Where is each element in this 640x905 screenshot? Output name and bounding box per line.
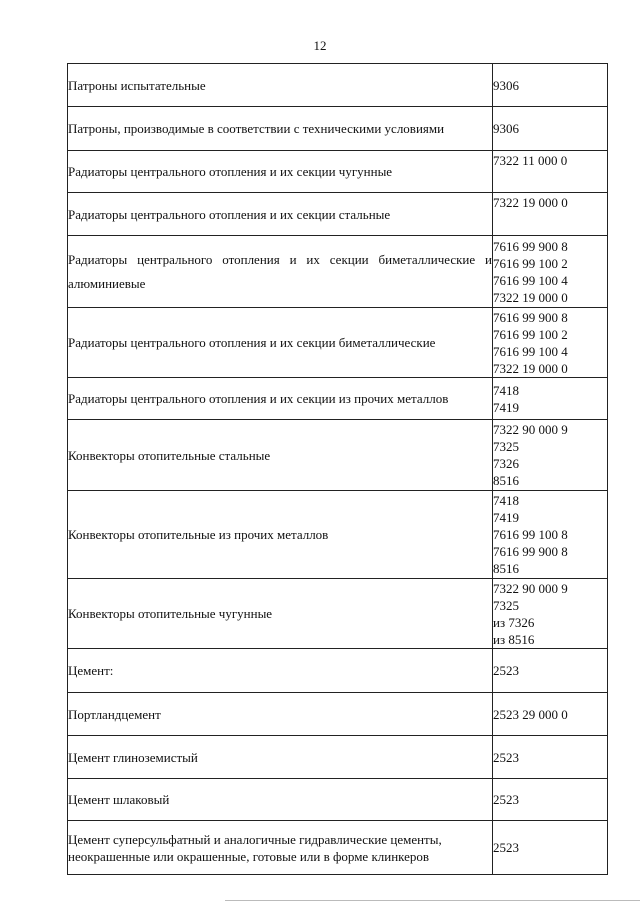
table-row: [68, 821, 608, 875]
product-name-cell: [68, 821, 493, 875]
code-value: 7322 19 000 0: [493, 195, 568, 210]
code-value: 7616 99 900 8: [493, 309, 568, 325]
code-value: 7418: [493, 382, 519, 398]
product-name-cell: [68, 378, 493, 420]
product-name: Радиаторы центрального отопления и их секции из прочих металлов: [68, 391, 449, 406]
code-cell: [493, 736, 608, 779]
code-cell: [493, 107, 608, 151]
code-value: 2523: [493, 840, 519, 855]
code-value: 7326: [493, 456, 519, 471]
code-value: 7616 99 100 4: [493, 272, 568, 288]
code-value: 7322 90 000 9: [493, 580, 568, 596]
product-name-cell: [68, 308, 493, 378]
code-cell: [493, 649, 608, 693]
table-row: [68, 779, 608, 821]
table-row: [68, 736, 608, 779]
code-value: 2523: [493, 792, 519, 807]
code-cell: [493, 193, 608, 236]
code-cell: [493, 420, 608, 491]
product-name: Радиаторы центрального отопления и их секции чугунные: [68, 164, 393, 179]
product-name-cell: [68, 649, 493, 693]
table-row: [68, 420, 608, 491]
product-name-cell: [68, 779, 493, 821]
table-row: [68, 236, 608, 308]
table-row: [68, 193, 608, 236]
code-value: 7616 99 100 2: [493, 326, 568, 342]
table-row: [68, 151, 608, 193]
product-name: Патроны, производимые в соответствии с техническими условиями: [68, 121, 445, 136]
code-value: 9306: [493, 121, 519, 136]
code-value: 7419: [493, 399, 519, 415]
product-name: Радиаторы центрального отопления и их секции биметаллические и алюминиевые: [68, 251, 492, 291]
code-cell: [493, 236, 608, 308]
table-row: [68, 491, 608, 579]
table-row: [68, 649, 608, 693]
code-value: 7616 99 100 4: [493, 343, 568, 359]
table-row: [68, 64, 608, 107]
table-row: [68, 579, 608, 649]
product-name-cell: [68, 579, 493, 649]
code-value: 7419: [493, 510, 519, 525]
code-value: 7325: [493, 439, 519, 454]
code-value: 7322 19 000 0: [493, 289, 568, 305]
code-value: из 8516: [493, 631, 535, 647]
product-name: Патроны испытательные: [68, 77, 206, 93]
code-cell: [493, 821, 608, 875]
code-value: 7616 99 100 8: [493, 527, 568, 542]
page-number: 12: [313, 38, 327, 53]
product-name-cell: [68, 736, 493, 779]
code-cell: [493, 64, 608, 107]
table-row: [68, 693, 608, 736]
code-value: 7418: [493, 493, 519, 508]
product-name-cell: [68, 491, 493, 579]
code-cell: [493, 378, 608, 420]
product-name: Цемент глиноземистый: [68, 749, 198, 765]
product-code-table: [67, 63, 608, 875]
code-cell: [493, 579, 608, 649]
product-name: Конвекторы отопительные чугунные: [68, 606, 273, 621]
table-row: [68, 378, 608, 420]
code-cell: [493, 779, 608, 821]
product-name: Конвекторы отопительные из прочих металлов: [68, 527, 329, 542]
product-name-cell: [68, 236, 493, 308]
code-cell: [493, 151, 608, 193]
page-edge-line: [225, 900, 640, 901]
product-name-cell: [68, 420, 493, 491]
code-cell: [493, 308, 608, 378]
code-value: 7322 90 000 9: [493, 422, 568, 437]
code-value: 7616 99 900 8: [493, 544, 568, 559]
code-value: 7616 99 100 2: [493, 255, 568, 271]
code-value: 7322 19 000 0: [493, 360, 568, 376]
table-row: [68, 308, 608, 378]
product-name: Цемент шлаковый: [68, 792, 170, 807]
code-value: из 7326: [493, 614, 535, 630]
product-name-cell: [68, 193, 493, 236]
product-name: Радиаторы центрального отопления и их секции биметаллические: [68, 335, 436, 350]
code-value: 7325: [493, 597, 519, 613]
code-value: 9306: [493, 77, 519, 93]
code-value: 8516: [493, 473, 519, 488]
code-value: 2523: [493, 663, 519, 678]
product-name: Портландцемент: [68, 706, 161, 722]
code-value: 2523: [493, 749, 519, 765]
product-name: Цемент:: [68, 663, 114, 678]
product-name: Конвекторы отопительные стальные: [68, 447, 271, 463]
product-name-cell: [68, 107, 493, 151]
code-value: 7322 11 000 0: [493, 153, 568, 168]
code-cell: [493, 491, 608, 579]
product-name: Радиаторы центрального отопления и их секции стальные: [68, 206, 391, 222]
product-name-cell: [68, 693, 493, 736]
code-value: 7616 99 900 8: [493, 238, 568, 254]
code-value: 8516: [493, 561, 519, 576]
code-cell: [493, 693, 608, 736]
code-value: 2523 29 000 0: [493, 706, 568, 722]
product-name-cell: [68, 64, 493, 107]
product-name-cell: [68, 151, 493, 193]
product-name: Цемент суперсульфатный и аналогичные гидравлические цементы, неокрашенные или окрашенные, готовые или в форме клинкеров: [68, 831, 442, 864]
table-row: [68, 107, 608, 151]
